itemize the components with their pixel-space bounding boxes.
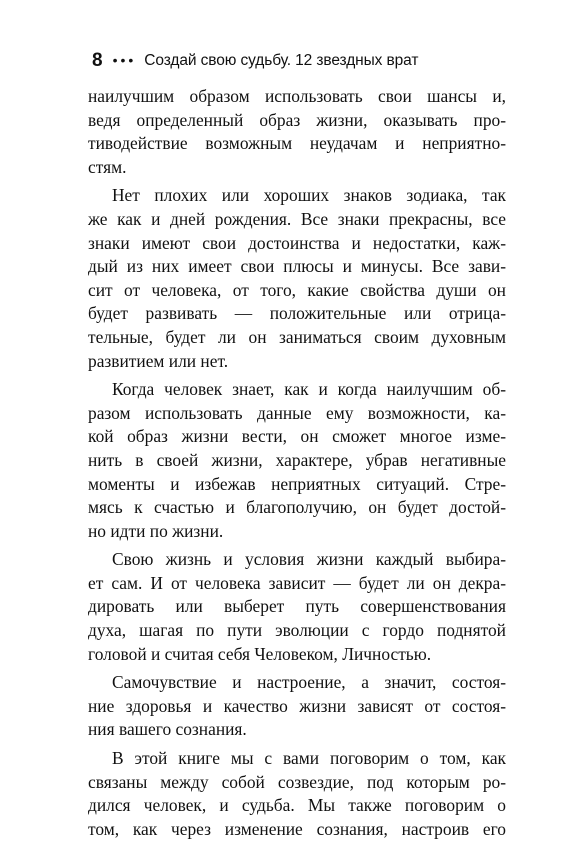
header-ornament-dots: •••	[112, 52, 137, 68]
text-line: головой и считая себя Человеком, Личностью.	[88, 643, 432, 664]
text-line: Когда человек знает, как и когда наилучшим об-	[112, 379, 506, 400]
paragraph	[88, 747, 506, 841]
text-line: ние здоровья и качество жизни зависят от состоя-	[88, 695, 506, 716]
page-number: 8	[92, 50, 103, 71]
text-line: связаны между собой созвездие, под которым ро-	[88, 771, 506, 792]
paragraph	[88, 548, 506, 666]
text-line: В этой книге мы с вами поговорим о том, как	[112, 748, 506, 769]
text-line: дился человек, и судьба. Мы также поговорим о	[88, 795, 506, 816]
text-line: же как и дней рождения. Все знаки прекрасны, все	[88, 208, 506, 229]
text-line: ведя определенный образ жизни, оказывать про-	[88, 109, 506, 130]
paragraph	[88, 671, 506, 742]
text-line: тельные, будет ли он заниматься своим духовным	[88, 326, 506, 347]
text-line: знаки имеют свои достоинства и недостатки, каж-	[88, 232, 506, 253]
text-line: стям.	[88, 156, 127, 177]
text-line: развитием или нет.	[88, 350, 229, 371]
paragraph	[88, 378, 506, 543]
text-line: духа, шагая по пути эволюции с гордо поднятой	[88, 620, 506, 641]
text-line: разом использовать данные ему возможности, ка-	[88, 402, 506, 423]
text-line: моменты и избежав неприятных ситуаций. Стре-	[88, 473, 506, 494]
text-line: Нет плохих или хороших знаков зодиака, так	[112, 185, 506, 206]
text-line: дировать или выберет путь совершенствования	[88, 596, 506, 617]
paragraph	[88, 184, 506, 373]
running-header	[92, 48, 418, 74]
text-line: кой образ жизни вести, он сможет многое изме-	[88, 426, 506, 447]
book-title: Создай свою судьбу. 12 звездных врат	[144, 52, 419, 69]
text-line: том, как через изменение сознания, настроив его	[88, 818, 506, 839]
text-line: тиводействие возможным неудачам и неприятно-	[88, 133, 506, 154]
text-line: ния вашего сознания.	[88, 719, 247, 740]
body-text	[88, 85, 506, 846]
text-line: нить в своей жизни, характере, убрав негативные	[88, 449, 506, 470]
text-line: дый из них имеет свои плюсы и минусы. Все зави-	[88, 256, 506, 277]
text-line: Свою жизнь и условия жизни каждый выбира-	[112, 549, 506, 570]
text-line: мясь к счастью и благополучию, он будет достой-	[88, 497, 506, 518]
text-line: наилучшим образом использовать свои шансы и,	[88, 86, 506, 106]
text-line: сит от человека, от того, какие свойства души он	[88, 279, 506, 300]
paragraph	[88, 85, 506, 179]
text-line: будет развивать — положительные или отрица-	[88, 303, 506, 324]
text-line: но идти по жизни.	[88, 520, 224, 541]
text-line: ет сам. И от человека зависит — будет ли он декра-	[88, 572, 506, 593]
text-line: Самочувствие и настроение, а значит, состоя-	[112, 672, 506, 693]
